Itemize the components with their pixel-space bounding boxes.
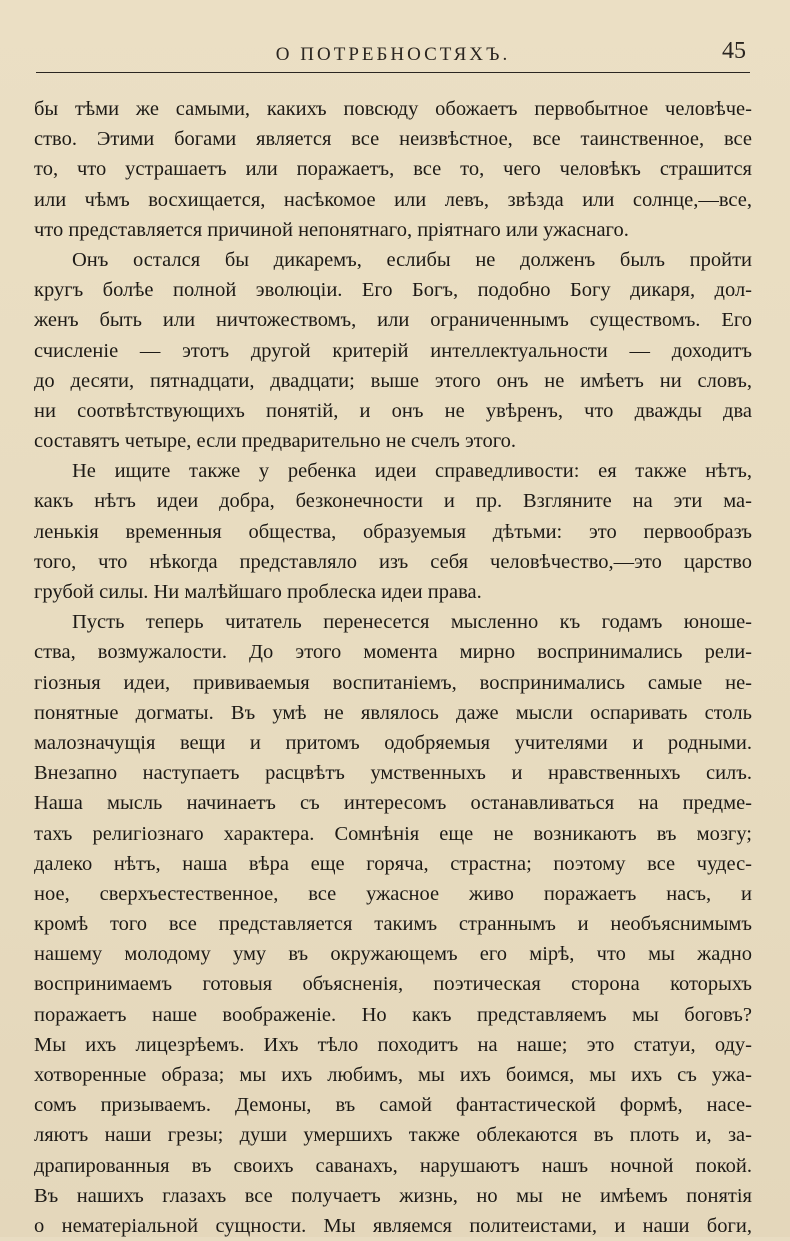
running-head: О ПОТРЕБНОСТЯХЪ. — [275, 44, 511, 65]
text-line: сомъ призываемъ. Демоны, въ самой фантастической формѣ, насе- — [34, 1094, 752, 1117]
text-line: какъ нѣтъ идеи добра, безконечности и пр. Взгляните на эти ма- — [34, 490, 752, 513]
text-line: ни соотвѣтствующихъ понятій, и онъ не увѣренъ, что дважды два — [34, 399, 752, 422]
text-line: воспринимаемъ готовыя объясненія, поэтическая сторона которыхъ — [34, 973, 752, 996]
text-line: составятъ четыре, если предварительно не счелъ этого. — [34, 430, 517, 453]
text-line: тахъ религіознаго характера. Сомнѣнія еще не возникаютъ въ мозгу; — [34, 822, 752, 845]
text-line: или чѣмъ восхищается, насѣкомое или левъ, звѣзда или солнце,—все, — [34, 188, 752, 211]
text-line: кромѣ того все представляется такимъ страннымъ и необъяснимымъ — [34, 913, 752, 936]
text-line: Онъ остался бы дикаремъ, еслибы не долженъ былъ пройти — [72, 248, 752, 271]
text-line: о нематеріальной сущности. Мы являемся политеистами, и наши боги, — [34, 1214, 752, 1237]
text-line: Наша мысль начинаетъ съ интересомъ останавливаться на предме- — [34, 792, 752, 815]
text-line: Мы ихъ лицезрѣемъ. Ихъ тѣло походитъ на наше; это статуи, оду- — [34, 1033, 752, 1056]
text-line: ленькія временныя общества, образуемыя дѣтьми: это первообразъ — [34, 520, 752, 543]
text-line: того, что нѣкогда представляло изъ себя человѣчество,—это царство — [34, 550, 752, 573]
text-line: ляютъ наши грезы; души умершихъ также облекаются въ плоть и, за- — [34, 1124, 752, 1147]
header-rule — [36, 72, 750, 73]
text-line: счисленіе — этотъ другой критерій интеллектуальности — доходитъ — [34, 339, 752, 362]
text-line: нашему молодому уму въ окружающемъ его мірѣ, что мы жадно — [34, 943, 752, 966]
text-line: ное, сверхъестественное, все ужасное живо поражаетъ насъ, и — [34, 882, 752, 905]
text-line: грубой силы. Ни малѣйшаго проблеска идеи права. — [34, 581, 482, 603]
text-line: Не ищите также у ребенка идеи справедливости: ея также нѣтъ, — [72, 460, 752, 483]
body-text — [34, 94, 752, 1241]
text-line: Внезапно наступаетъ расцвѣтъ умственныхъ и нравственныхъ силъ. — [34, 762, 752, 785]
text-line: малозначущія вещи и притомъ одобряемыя учителями и родными. — [34, 731, 752, 754]
text-line: далеко нѣтъ, наша вѣра еще горяча, страстна; поэтому все чудес- — [34, 852, 752, 875]
text-line: понятные догматы. Въ умѣ не являлось даже мысли оспаривать столь — [34, 701, 752, 724]
text-line: то, что устрашаетъ или поражаетъ, все то, чего человѣкъ страшится — [34, 158, 752, 181]
page-number: 45 — [722, 38, 746, 64]
page-header — [34, 0, 752, 78]
text-line: драпированныя въ своихъ саванахъ, нарушаютъ нашъ ночной покой. — [34, 1154, 752, 1177]
text-line: ства, возмужалости. До этого момента мирно воспринимались рели- — [34, 641, 752, 664]
text-line: ство. Этими богами является все неизвѣстное, все таинственное, все — [34, 128, 752, 151]
text-line: что представляется причиной непонятнаго, пріятнаго или ужаснаго. — [34, 218, 629, 241]
text-line: бы тѣми же самыми, какихъ повсюду обожаетъ первобытное человѣче- — [34, 98, 752, 120]
text-line: гіозныя идеи, прививаемыя воспитаніемъ, воспринимались самые не- — [34, 671, 752, 694]
text-line: поражаетъ наше воображеніе. Но какъ представляемъ мы боговъ? — [34, 1003, 752, 1026]
text-line: Пусть теперь читатель перенесется мысленно къ годамъ юноше- — [72, 611, 752, 634]
text-line: Въ нашихъ глазахъ все получаетъ жизнь, но мы не имѣемъ понятія — [34, 1184, 752, 1207]
text-line: хотворенные образа; мы ихъ любимъ, мы ихъ боимся, мы ихъ съ ужа- — [34, 1064, 752, 1086]
text-line: женъ быть или ничтожествомъ, или ограниченнымъ существомъ. Его — [34, 309, 752, 332]
text-line: кругъ болѣе полной эволюціи. Его Богъ, подобно Богу дикаря, дол- — [34, 279, 752, 302]
text-line: до десяти, пятнадцати, двадцати; выше этого онъ не имѣетъ ни словъ, — [34, 369, 752, 392]
